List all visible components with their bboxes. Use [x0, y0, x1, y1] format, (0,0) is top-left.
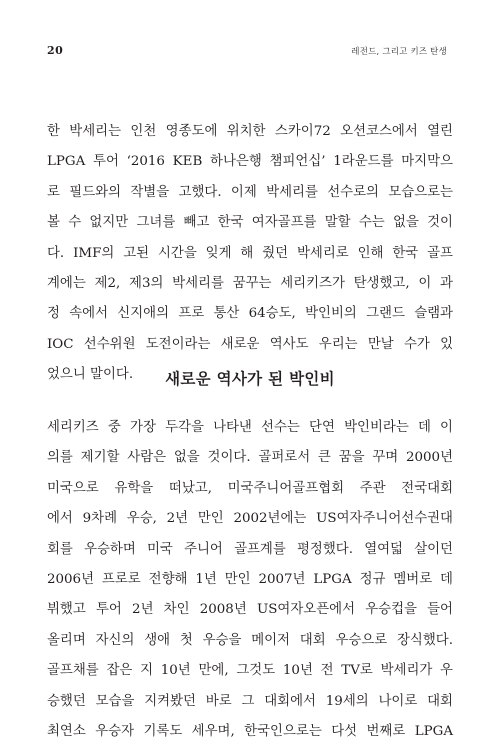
text-line: 뷔했고 투어 2년 차인 2008년 US여자오픈에서 우승컵을 들어 — [47, 602, 453, 618]
page-number: 20 — [47, 44, 64, 57]
body-paragraph-2 — [47, 413, 453, 747]
text-line: 정 속에서 신지애의 프로 통산 64승도, 박인비의 그랜드 슬램과 — [47, 306, 453, 322]
body-paragraph-1 — [47, 117, 453, 391]
text-line: 세리키즈 중 가장 두각을 나타낸 선수는 단연 박인비라는 데 이 — [47, 420, 453, 435]
text-line: 계에는 제2, 제3의 박세리를 꿈꾸는 세리키즈가 탄생했고, 이 과 — [47, 275, 453, 291]
text-line: 회를 우승하며 미국 주니어 골프계를 평정했다. 열여덟 살이던 — [47, 541, 453, 557]
page-header — [0, 0, 500, 60]
text-line: 에서 9차례 우승, 2년 만인 2002년에는 US여자주니어선수권대 — [47, 511, 453, 527]
text-line: 다. IMF의 고된 시간을 잊게 해 줬던 박세리로 인해 한국 골프 — [47, 245, 453, 261]
text-line: 승했던 모습을 지켜봤던 바로 그 대회에서 19세의 나이로 대회 — [47, 693, 453, 709]
text-line: 었으니 말이다. — [47, 367, 134, 383]
text-line: 로 필드와의 작별을 고했다. 이제 박세리를 선수로의 모습으로는 — [47, 184, 453, 200]
text-line: 볼 수 없지만 그녀를 빼고 한국 여자골프를 말할 수는 없을 것이 — [47, 215, 453, 231]
text-line: 최연소 우승자 기록도 세우며, 한국인으로는 다섯 번째로 LPGA — [47, 723, 453, 739]
text-line: 골프채를 잡은 지 10년 만에, 그것도 10년 전 TV로 박세리가 우 — [47, 663, 453, 679]
text-line: LPGA 투어 ‘2016 KEB 하나은행 챔피언십’ 1라운드를 마지막으 — [47, 154, 453, 170]
text-line: IOC 선수위원 도전이라는 새로운 역사도 우리는 만날 수가 있 — [47, 336, 453, 352]
section-heading: 새로운 역사가 된 박인비 — [165, 369, 335, 388]
text-line: 2006년 프로로 전향해 1년 만인 2007년 LPGA 정규 멤버로 데 — [47, 571, 453, 587]
text-line: 의를 제기할 사람은 없을 것이다. 골퍼로서 큰 꿈을 꾸며 2000년 — [47, 450, 453, 466]
running-title: 레전드, 그리고 키즈 탄생 — [351, 47, 447, 57]
text-line: 한 박세리는 인천 영종도에 위치한 스카이72 오션코스에서 열린 — [47, 124, 453, 139]
text-line: 미국으로 유학을 떠났고, 미국주니어골프협회 주관 전국대회 — [47, 480, 453, 496]
text-line: 올리며 자신의 생애 첫 우승을 메이저 대회 우승으로 장식했다. — [47, 632, 453, 648]
